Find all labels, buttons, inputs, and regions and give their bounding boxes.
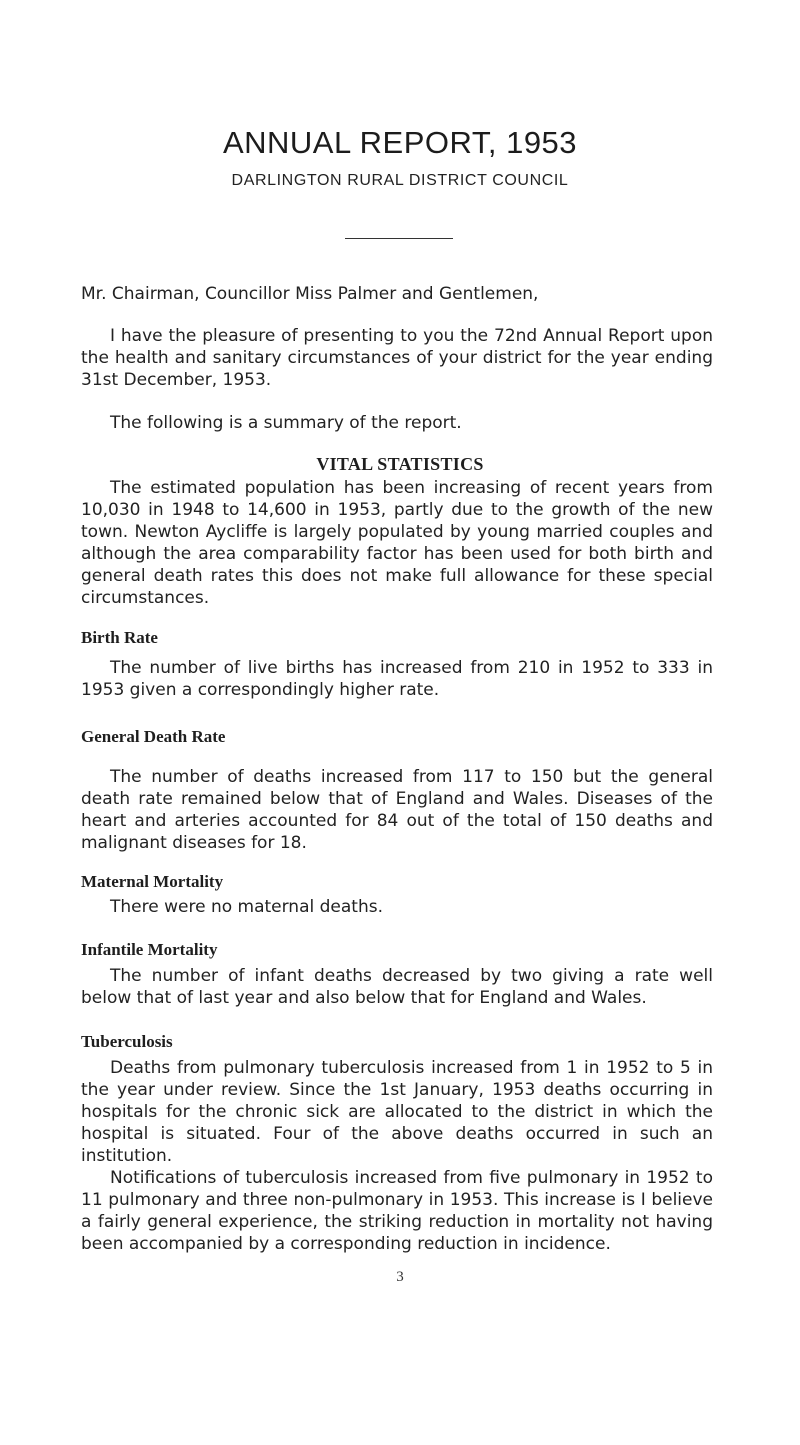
section-heading-tuberculosis: Tuberculosis: [81, 1032, 173, 1051]
general-death-rate-text: The number of deaths increased from 117 to 150 but the general death rate remained below that of England and Wales. Diseases of the heart and arteries accounted for 84 out of the total of 150 deaths and malignant diseases for 18.: [81, 767, 713, 853]
section-heading-infantile-mortality: Infantile Mortality: [81, 940, 218, 959]
maternal-mortality-text: There were no maternal deaths.: [110, 897, 383, 917]
intro-paragraph: I have the pleasure of presenting to you the 72nd Annual Report upon the health and sanitary circumstances of your district for the year ending 31st December, 1953.: [81, 326, 713, 390]
vital-statistics-text: The estimated population has been increasing of recent years from 10,030 in 1948 to 14,600 in 1953, partly due to the growth of the new town. Newton Aycliffe is largely populated by young married couples and although the area comparability factor has been used for both birth and general death rates this does not make full allowance for these special circumstances.: [81, 478, 713, 608]
infantile-mortality-text: The number of infant deaths decreased by two giving a rate well below that of last year and also below that for England and Wales.: [81, 966, 713, 1008]
page-number: 3: [396, 1269, 404, 1285]
summary-intro: The following is a summary of the report.: [110, 413, 462, 433]
report-title: ANNUAL REPORT, 1953: [222, 125, 578, 160]
birth-rate-text: The number of live births has increased from 210 in 1952 to 333 in 1953 given a correspondingly higher rate.: [81, 658, 713, 700]
tuberculosis-notifications-text: Notifications of tuberculosis increased from five pulmonary in 1952 to 11 pulmonary and three non-pulmonary in 1953. This increase is I believe a fairly general experience, the striking reduction in mortality not having been accompanied by a corresponding reduction in incidence.: [81, 1168, 713, 1254]
council-name: DARLINGTON RURAL DISTRICT COUNCIL: [231, 172, 569, 189]
section-heading-general-death-rate: General Death Rate: [81, 727, 226, 746]
vital-statistics-heading: VITAL STATISTICS: [316, 454, 484, 474]
salutation: Mr. Chairman, Councillor Miss Palmer and Gentlemen,: [81, 284, 539, 304]
tuberculosis-deaths-text: Deaths from pulmonary tuberculosis increased from 1 in 1952 to 5 in the year under review. Since the 1st January, 1953 deaths occurring in hospitals for the chronic sick are allocated to the district in which the hospital is situated. Four of the above deaths occurred in such an institution.: [81, 1058, 713, 1166]
section-heading-birth-rate: Birth Rate: [81, 628, 158, 647]
title-divider: [345, 238, 453, 239]
section-heading-maternal-mortality: Maternal Mortality: [81, 872, 224, 891]
